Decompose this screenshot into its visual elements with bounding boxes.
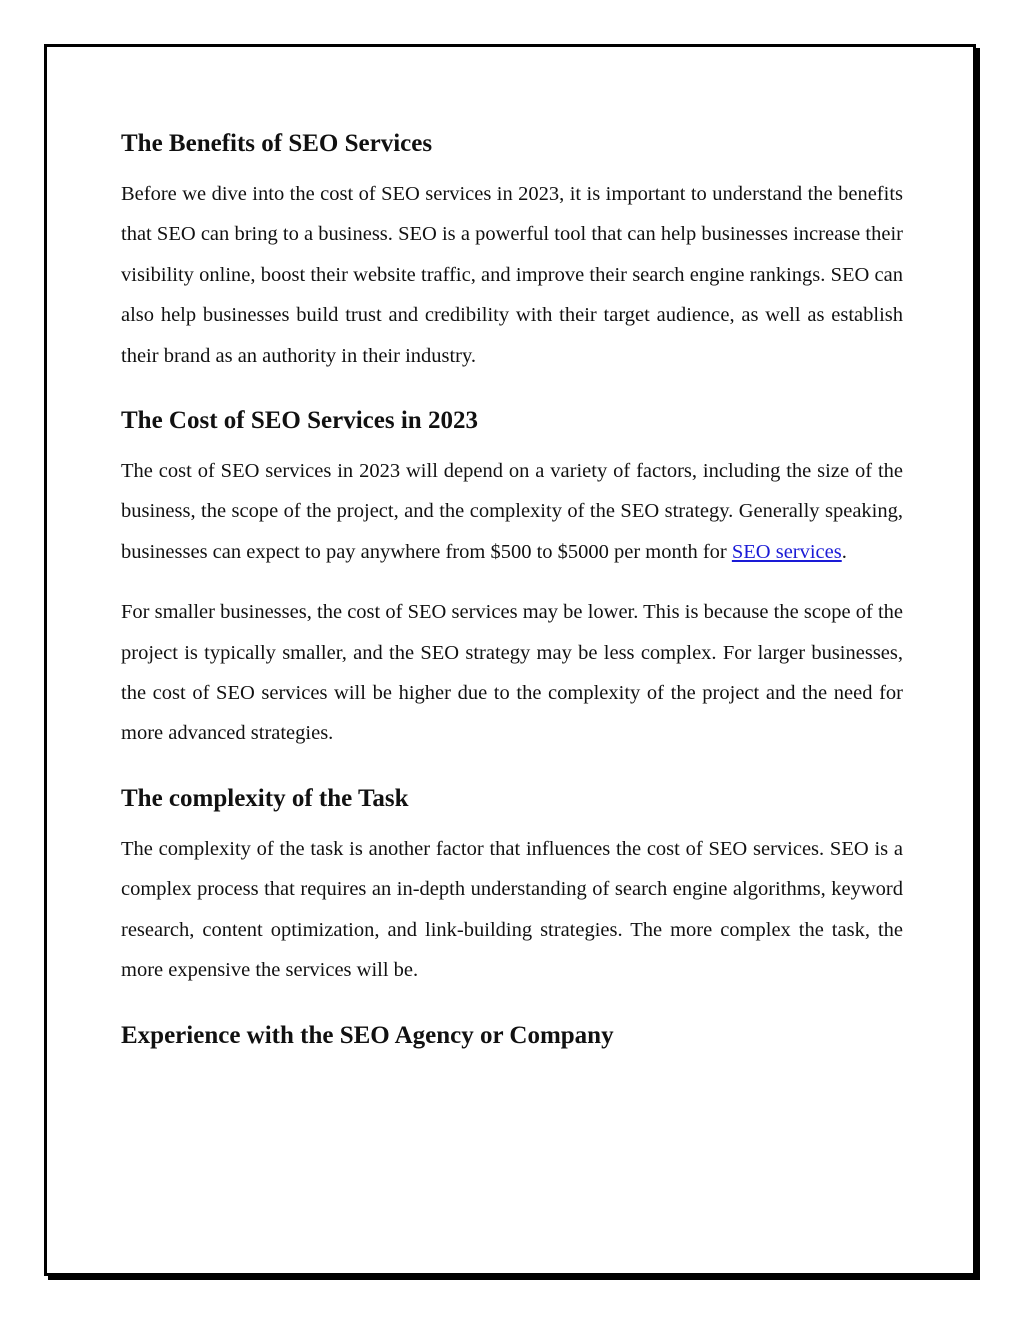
heading-benefits: The Benefits of SEO Services (121, 130, 433, 157)
seo-services-link[interactable]: SEO services (731, 540, 842, 563)
heading-experience: Experience with the SEO Agency or Company (121, 1021, 614, 1049)
heading-cost: The Cost of SEO Services in 2023 (121, 407, 478, 435)
section-cost (121, 403, 903, 754)
paragraph-cost-1-text: The cost of SEO services in 2023 will depend on a variety of factors, including the size of the business, the scope of the project, and the complexity of the SEO strategy. Generally speaking, businesses can expect to pay anywhere from $500 to $5000 per month for (121, 460, 903, 563)
paragraph-cost-1-end: . (841, 540, 847, 563)
document-content (121, 126, 903, 1066)
paragraph-cost-2: For smaller businesses, the cost of SEO services may be lower. This is because the scope of the project is typically smaller, and the SEO strategy may be less complex. For larger businesses, the cost of SEO services will be higher due to the complexity of the project and the need for more advanced strategies. (121, 601, 903, 745)
heading-complexity: The complexity of the Task (121, 784, 409, 812)
section-benefits (121, 126, 903, 376)
paragraph-cost-1 (121, 451, 903, 572)
paragraph-complexity: The complexity of the task is another factor that influences the cost of SEO services. SEO is a complex process that requires an in-depth understanding of search engine algorithms, keyword research, content optimization, and link-building strategies. The more complex the task, the more expensive the services will be. (121, 837, 903, 982)
section-complexity (121, 781, 903, 991)
section-experience (121, 1018, 903, 1054)
paragraph-benefits: Before we dive into the cost of SEO services in 2023, it is important to understand the benefits that SEO can bring to a business. SEO is a powerful tool that can help businesses increase their visibility online, boost their website traffic, and improve their search engine rankings. SEO can also help businesses build trust and credibility with their target audience, as well as establish their brand as an authority in their industry. (121, 183, 903, 367)
